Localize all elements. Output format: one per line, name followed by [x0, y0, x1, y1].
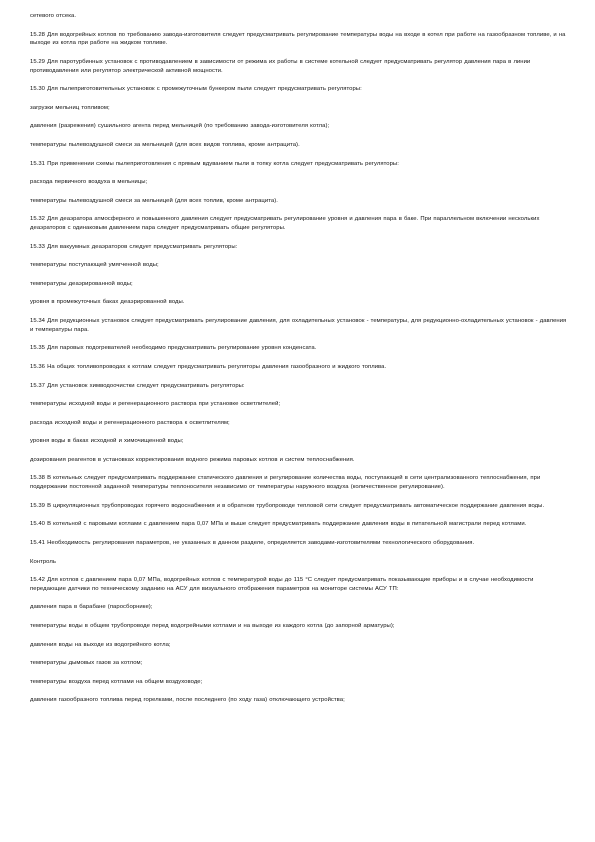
list-item: температуры деаэрированной воды;	[30, 280, 133, 287]
paragraph-15-28: 15.28 Для водогрейных котлов по требованию завода-изготовителя следует предусматривать регулирование температуры воды на входе в котел при работе на газообразном топливе, и на выходе из котла при работе на жидком топливе.	[30, 31, 566, 47]
list-item: уровня в промежуточных баках деаэрированной воды.	[30, 299, 185, 306]
paragraph-15-40: 15.40 В котельной с паровыми котлами с давлением пара 0,07 МПа и выше следует предусматривать поддержание давления воды в питательной магистрали перед котлами.	[30, 521, 527, 528]
list-item: температуры пылевоздушной смеси за мельницей (для всех топлив, кроме антрацита).	[30, 197, 278, 204]
paragraph-15-30: 15.30 Для пылеприготовительных установок с промежуточным бункером пыли следует предусматривать регуляторы:	[30, 86, 362, 93]
list-item: температуры воды в общем трубопроводе перед водогрейными котлами и на выходе из каждого котла (до запорной арматуры);	[30, 623, 395, 630]
list-item: температуры поступающей умягченной воды;	[30, 262, 159, 269]
list-item: давления воды на выходе из водогрейного котла;	[30, 641, 171, 648]
paragraph-15-33: 15.33 Для вакуумных деаэраторов следует предусматривать регуляторы:	[30, 243, 238, 250]
list-item: давления (разрежения) сушильного агента перед мельницей (по требованию завода-изготовителя котла);	[30, 123, 330, 130]
list-item: температуры воздуха перед котлами на общем воздуховоде;	[30, 678, 203, 685]
paragraph-15-38: 15.38 В котельных следует предусматривать поддержание статического давления и регулирование количества воды, поступающей в сети централизованного теплоснабжения, при поддержании постоянной заданной температуры теплоносителя независимо от температуры наружного воздуха (количественное регулирование).	[30, 475, 541, 491]
paragraph-15-34: 15.34 Для редукционных установок следует предусматривать регулирование давления, для охладительных установок - температуры, для редукционно-охладительных установок - давления и температуры пара.	[30, 318, 567, 333]
list-item: уровня воды в баках исходной и химочищенной воды;	[30, 438, 184, 445]
list-item: температуры исходной воды и регенерационного раствора при установке осветлителей;	[30, 401, 281, 408]
paragraph-15-37: 15.37 Для установок химводоочистки следует предусматривать регуляторы:	[30, 382, 245, 389]
list-item: расхода исходной воды и регенерационного раствора к осветлителям;	[30, 419, 230, 426]
list-item: давления пара в барабане (паросборнике);	[30, 604, 153, 611]
paragraph-15-41: 15.41 Необходимость регулирования параметров, не указанных в данном разделе, определяется заводами-изготовителями технологического оборудования.	[30, 539, 475, 546]
list-item: давления газообразного топлива перед горелками, после последнего (по ходу газа) отключающего устройства;	[30, 697, 345, 704]
paragraph-15-42: 15.42 Для котлов с давлением пара 0,07 МПа, водогрейных котлов с температурой воды до 115 °С следует предусматривать показывающие приборы и в случае необходимости передающие датчики по техническому заданию на АСУ для визуального отображения параметров на мониторе системы АСУ ТП:	[30, 577, 534, 592]
section-heading: Контроль	[30, 558, 56, 565]
list-item: температуры дымовых газов за котлом;	[30, 660, 143, 667]
list-item: загрузки мельниц топливом;	[30, 104, 110, 111]
paragraph-15-35: 15.35 Для паровых подогревателей необходимо предусматривать регулирование уровня конденсата.	[30, 345, 317, 352]
document-page	[30, 12, 570, 715]
list-item: расхода первичного воздуха в мельницы;	[30, 179, 148, 186]
paragraph-15-32: 15.32 Для деаэратора атмосферного и повышенного давления следует предусматривать регулирование уровня и давления пара в баке. При параллельном включении нескольких деаэраторов с одинаковым давлением пара следует предусматривать общие регуляторы.	[30, 216, 540, 232]
paragraph-continuation: сетевого отсека.	[30, 13, 77, 19]
paragraph-15-36: 15.36 На общих топливопроводах к котлам следует предусматривать регуляторы давления газообразного и жидкого топлива.	[30, 363, 387, 370]
list-item: дозирования реагентов в установках корректирования водного режима паровых котлов и систем теплоснабжения.	[30, 456, 355, 463]
paragraph-15-39: 15.39 В циркуляционных трубопроводах горячего водоснабжения и в обратном трубопроводе тепловой сети следует предусматривать автоматическое поддержание давления воды.	[30, 502, 545, 509]
paragraph-15-29: 15.29 Для паротурбинных установок с противодавлением в зависимости от режима их работы в системе котельной следует предусматривать регулятор давления пара в линии противодавления или регулятор электрической активной мощности.	[30, 58, 531, 74]
paragraph-15-31: 15.31 При применении схемы пылеприготовления с прямым вдуванием пыли в топку котла следует предусматривать регуляторы:	[30, 160, 399, 167]
list-item: температуры пылевоздушной смеси за мельницей (для всех видов топлива, кроме антрацита).	[30, 141, 300, 148]
